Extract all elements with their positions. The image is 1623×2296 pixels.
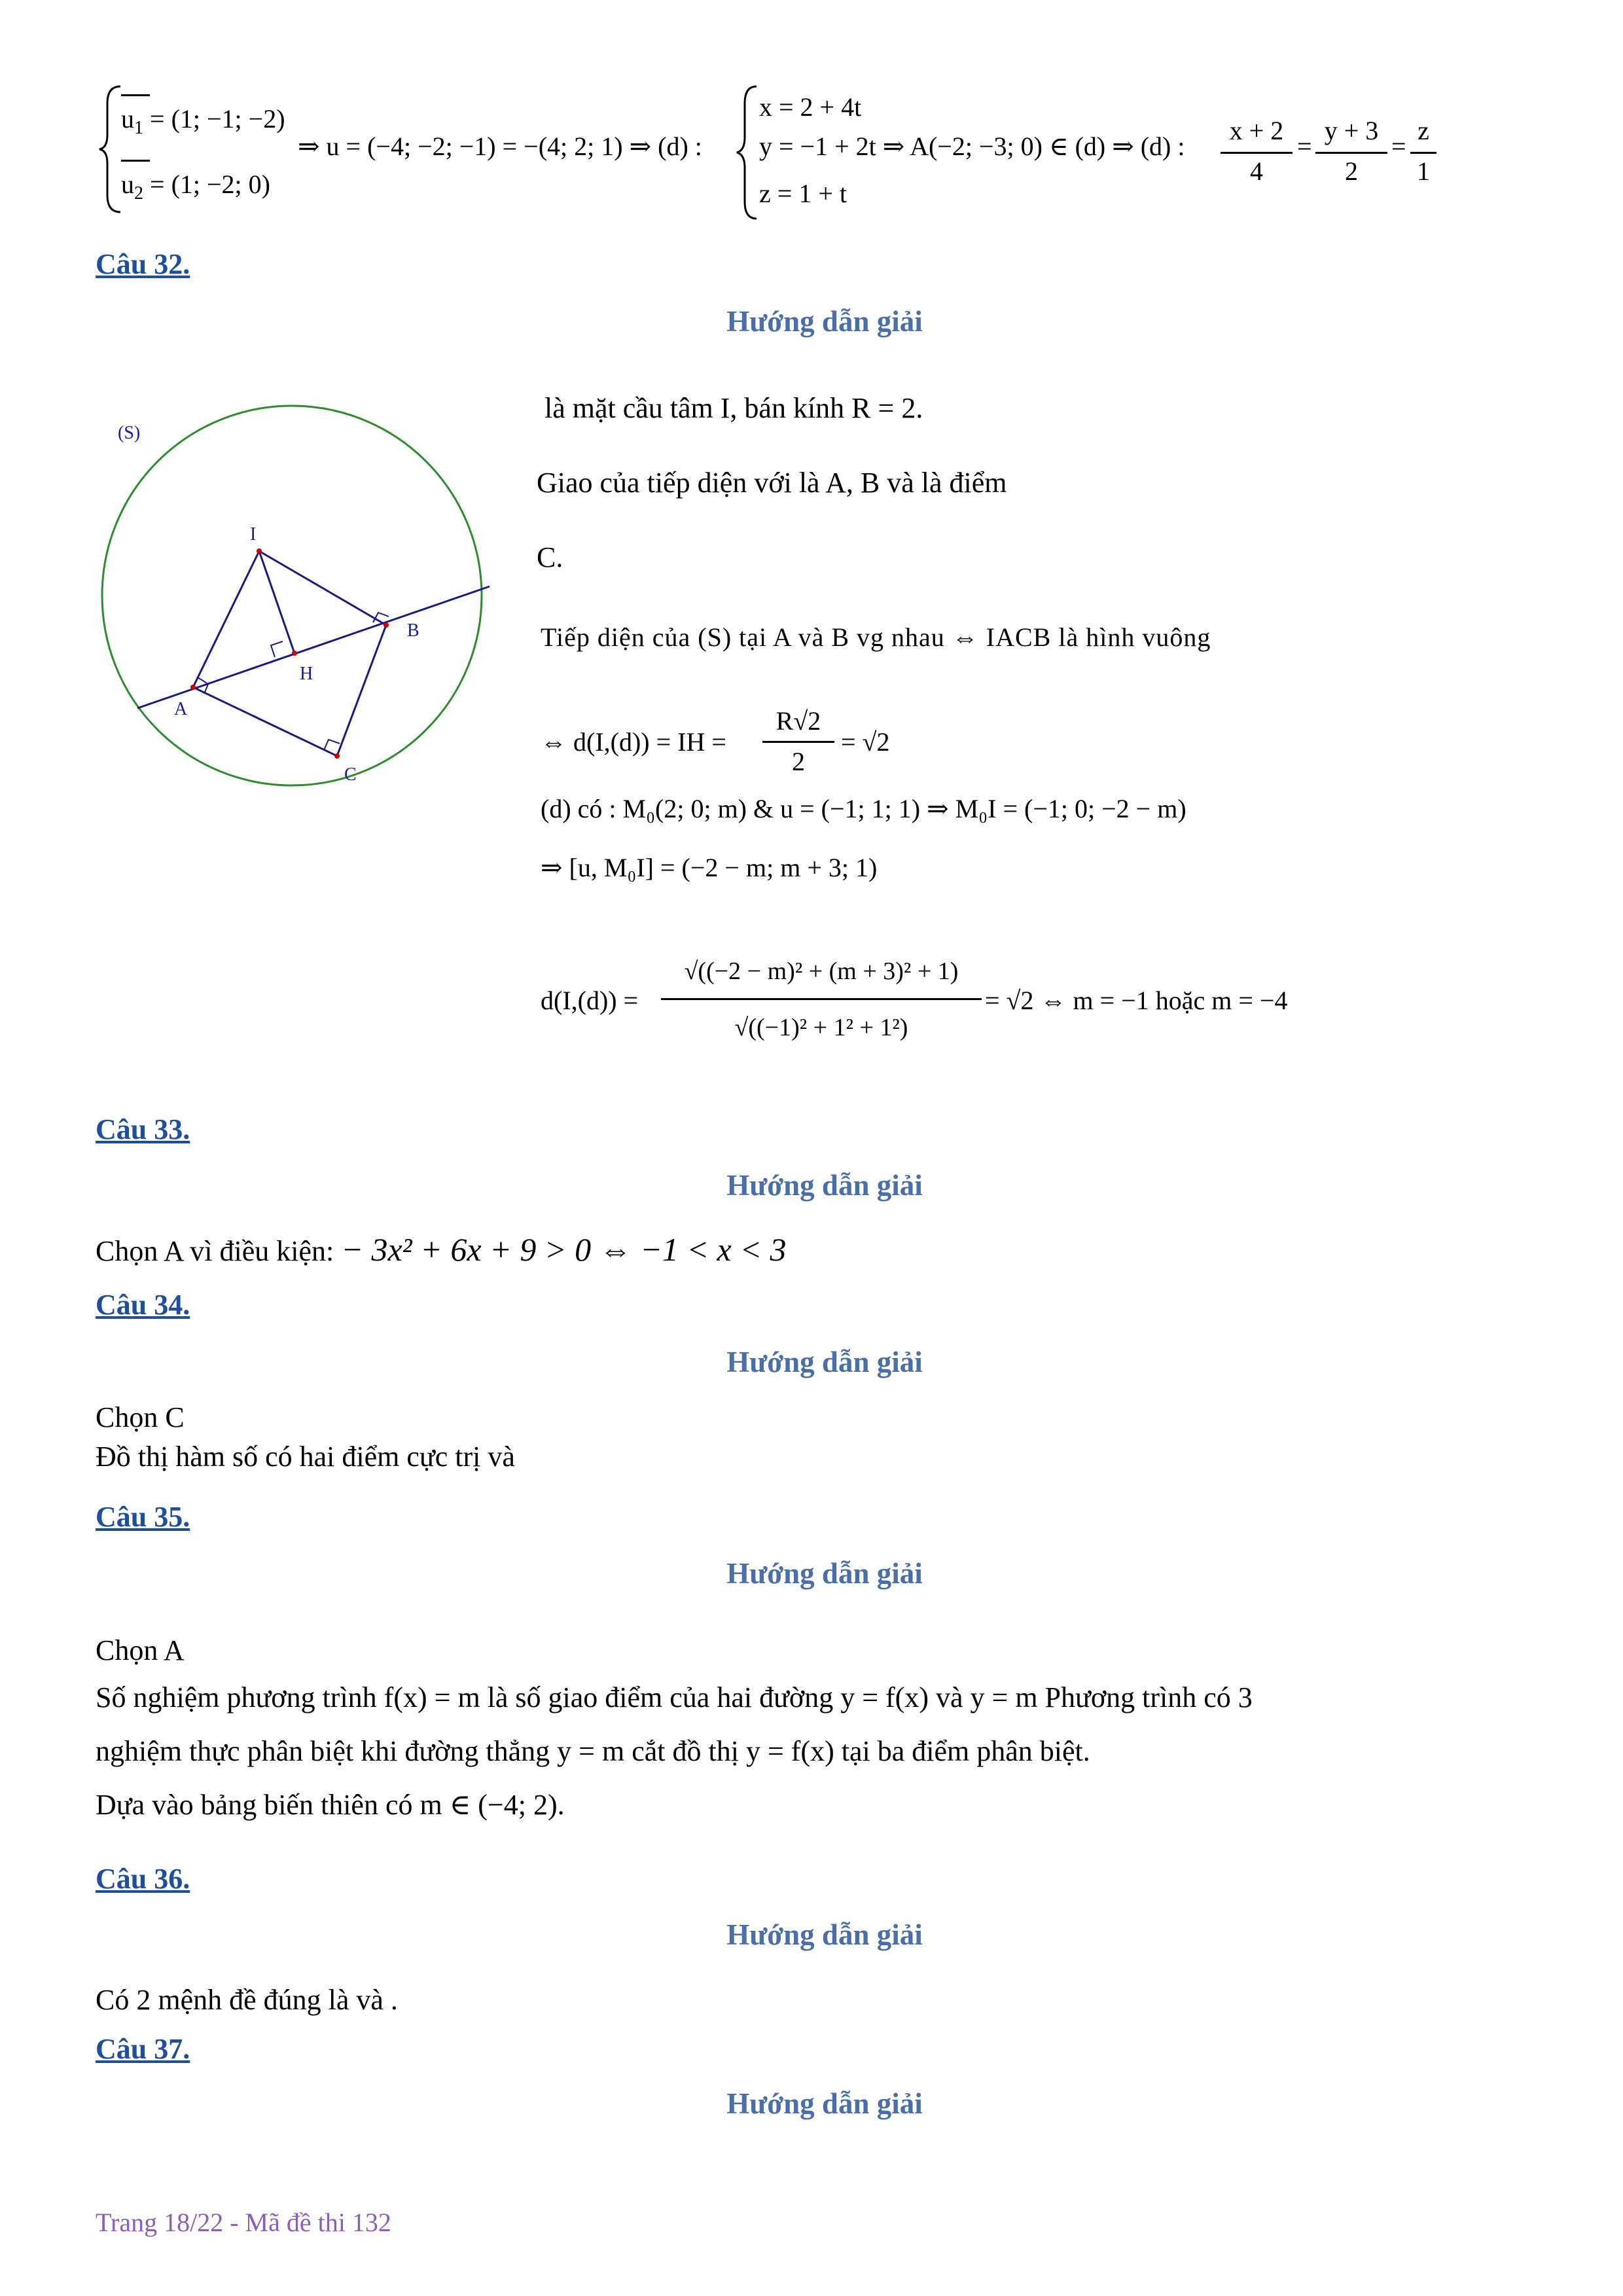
frac2-bar: [1315, 152, 1387, 154]
label-B: B: [407, 620, 419, 641]
frac3-num: z: [1418, 116, 1429, 145]
frac3-bar: [1410, 152, 1436, 154]
label-H: H: [300, 664, 313, 684]
question-37-guide: Hướng dẫn giải: [726, 2087, 923, 2120]
eq-sign-1: =: [1297, 132, 1312, 161]
system-y: y = −1 + 2t ⇒ A(−2; −3; 0) ∈ (d) ⇒ (d) :: [759, 132, 1185, 161]
u2-value: (1; −2; 0): [171, 170, 270, 199]
q32-line-5-den: 2: [792, 747, 805, 776]
q32-line-5-bar: [762, 741, 834, 743]
point-A: [190, 685, 196, 690]
label-S: (S): [118, 423, 141, 443]
question-33-guide: Hướng dẫn giải: [726, 1169, 923, 1202]
segment-BC: [337, 625, 386, 756]
system-z: z = 1 + t: [759, 179, 847, 208]
q32-line-4: Tiếp diện của (S) tại A và B vg nhau ⇔ IACB là hình vuông: [541, 622, 1211, 652]
sphere-figure: [98, 380, 504, 798]
eq-sign-2: =: [1391, 132, 1406, 161]
segment-IA: [193, 551, 259, 687]
question-35-heading: Câu 35.: [96, 1501, 190, 1533]
question-34-guide: Hướng dẫn giải: [726, 1346, 923, 1378]
q32-line-8-num: √((−2 − m)² + (m + 3)² + 1): [684, 958, 959, 985]
question-37-heading: Câu 37.: [96, 2033, 190, 2065]
point-B: [383, 622, 389, 628]
u1-value: (1; −1; −2): [171, 104, 285, 134]
q32-line-8-post: = √2 ⇔ m = −1 hoặc m = −4: [985, 986, 1288, 1015]
segment-AC: [193, 687, 337, 756]
frac2-den: 2: [1345, 156, 1358, 186]
q32-line-8-den: √((−1)² + 1² + 1²): [734, 1014, 908, 1041]
question-35-guide: Hướng dẫn giải: [726, 1557, 923, 1590]
q36-line-1: Có 2 mệnh đề đúng là và .: [96, 1984, 398, 2016]
q32-line-1: là mặt cầu tâm I, bán kính R = 2.: [544, 392, 923, 424]
question-32-heading: Câu 32.: [96, 248, 190, 280]
q32-line-6: (d) có : M₀(2; 0; m) & u = (−1; 1; 1) ⇒ M₀I = (−1; 0; −2 − m): [541, 794, 1186, 823]
q32-line-8-bar: [661, 998, 982, 1000]
q32-line-7: ⇒ [u, M₀I] = (−2 − m; m + 3; 1): [541, 853, 878, 882]
line-d: [137, 586, 490, 708]
right-angle-C: [324, 740, 340, 750]
q33-line-1-math: − 3x² + 6x + 9 > 0 ⇔ −1 < x < 3: [341, 1231, 787, 1268]
label-C: C: [344, 764, 357, 785]
q32-line-2: Giao của tiếp diện với là A, B và là điểm: [537, 467, 1007, 499]
point-C: [334, 753, 340, 759]
q35-line-2: Số nghiệm phương trình f(x) = m là số giao điểm của hai đường y = f(x) và y = m Phương trình có 3: [96, 1681, 1253, 1713]
question-36-heading: Câu 36.: [96, 1863, 190, 1895]
q34-line-2: Đồ thị hàm số có hai điểm cực trị và: [96, 1441, 515, 1473]
system-x: x = 2 + 4t: [759, 92, 862, 122]
question-32-guide: Hướng dẫn giải: [726, 305, 923, 338]
frac3-den: 1: [1417, 156, 1430, 186]
point-I: [257, 548, 262, 554]
frac1-den: 4: [1250, 156, 1263, 186]
q32-line-5-post: = √2: [841, 727, 890, 757]
sphere-circle: [102, 406, 482, 785]
frac1-num: x + 2: [1229, 116, 1284, 145]
q32-line-5-pre: ⇔ d(I,(d)) = IH =: [541, 727, 726, 757]
q35-line-1: Chọn A: [96, 1634, 185, 1666]
question-34-heading: Câu 34.: [96, 1289, 190, 1321]
page-footer: Trang 18/22 - Mã đề thi 132: [96, 2208, 391, 2237]
frac1-bar: [1221, 152, 1293, 154]
q32-line-3: C.: [537, 541, 563, 573]
q35-line-3: nghiệm thực phân biệt khi đường thẳng y = m cắt đồ thị y = f(x) tại ba điểm phân biệt.: [96, 1735, 1090, 1767]
system-brace: [734, 84, 760, 221]
question-36-guide: Hướng dẫn giải: [726, 1918, 923, 1951]
q35-line-4: Dựa vào bảng biến thiên có m ∈ (−4; 2).: [96, 1789, 565, 1821]
question-33-heading: Câu 33.: [96, 1113, 190, 1145]
right-angle-H: [271, 641, 283, 657]
label-A: A: [174, 699, 188, 719]
point-H: [292, 651, 297, 656]
q34-line-1: Chọn C: [96, 1401, 185, 1433]
u-vector-expr: ⇒ u = (−4; −2; −1) = −(4; 2; 1) ⇒ (d) :: [298, 132, 702, 161]
segment-IB: [259, 551, 386, 625]
frac2-num: y + 3: [1324, 116, 1379, 145]
label-I: I: [250, 524, 257, 545]
q32-line-8-pre: d(I,(d)) =: [541, 986, 639, 1015]
segment-IH: [259, 551, 294, 653]
q33-line-1-text: Chọn A vì điều kiện:: [96, 1235, 334, 1267]
q32-line-5-num: R√2: [776, 706, 821, 736]
